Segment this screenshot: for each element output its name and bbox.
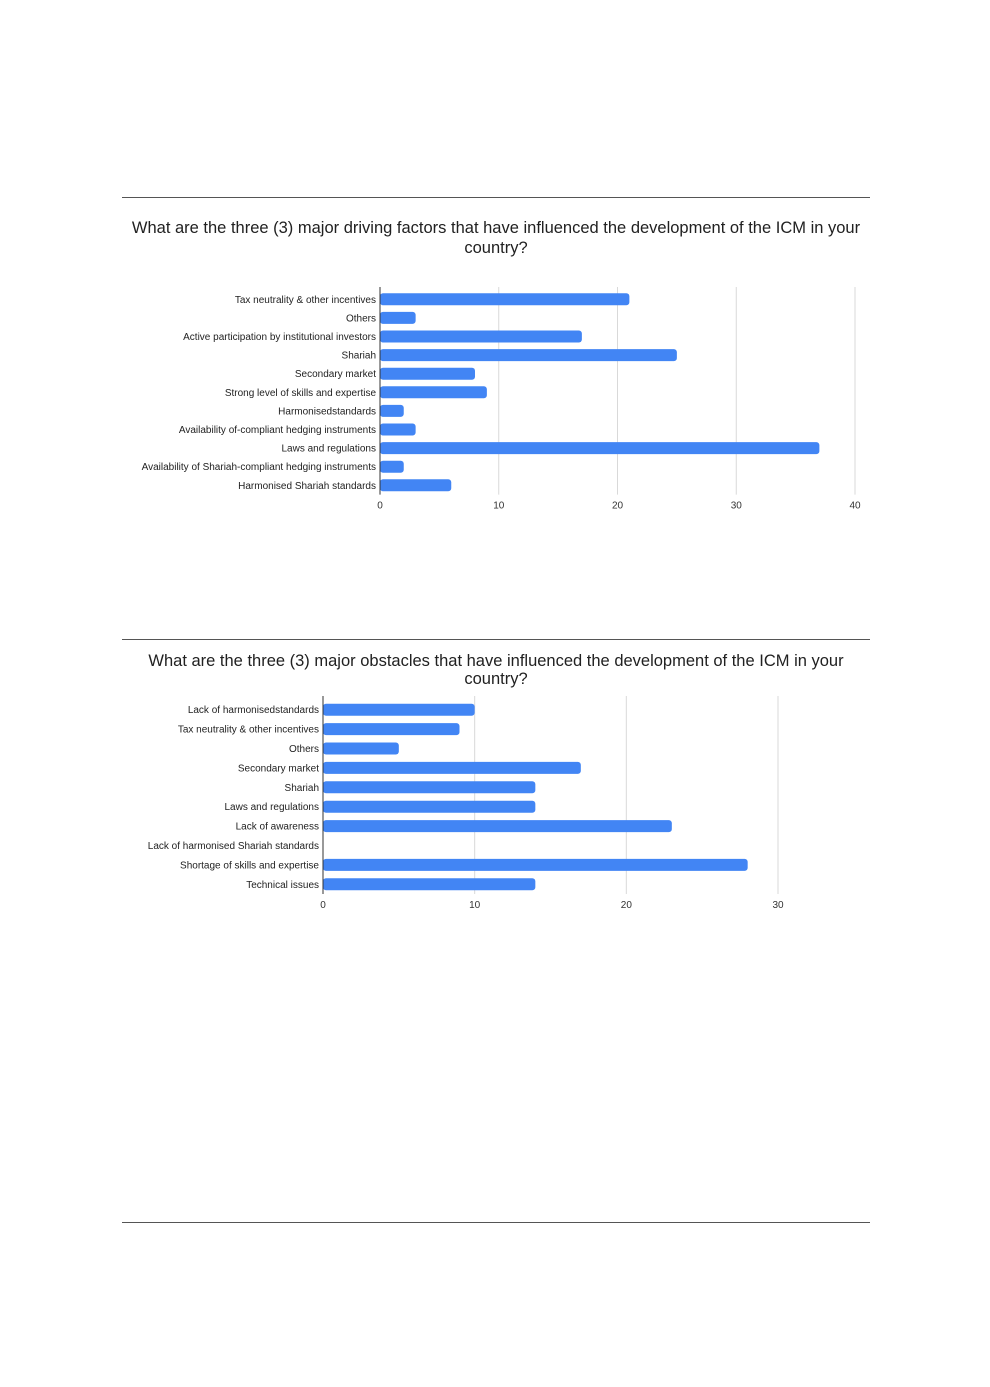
category-label: Strong level of skills and expertise <box>224 387 376 399</box>
category-label: Shortage of skills and expertise <box>180 860 319 872</box>
category-label: Shariah <box>341 350 376 362</box>
chart-title: What are the three (3) major driving factors that have influenced the development of the ICM in your country? <box>131 219 861 257</box>
x-tick-label: 30 <box>730 500 742 512</box>
category-label: Lack of harmonised Shariah standards <box>147 841 319 852</box>
category-label: Secondary market <box>294 369 376 381</box>
category-label: Harmonisedstandards <box>278 406 376 418</box>
category-label: Others <box>345 313 376 325</box>
category-label: Lack of awareness <box>235 821 319 833</box>
bar <box>323 743 399 755</box>
category-label: Availability of Shariah-compliant hedging instruments <box>141 462 376 474</box>
bottom-divider <box>122 1222 870 1223</box>
x-tick-label: 0 <box>320 900 326 911</box>
category-label: Shariah <box>284 782 319 794</box>
x-tick-label: 40 <box>849 500 861 512</box>
bar <box>323 704 475 716</box>
bar <box>323 801 535 813</box>
x-tick-label: 0 <box>377 500 383 512</box>
category-label: Others <box>288 744 319 755</box>
x-tick-label: 30 <box>772 900 784 911</box>
category-label: Laws and regulations <box>281 443 376 455</box>
bar <box>323 781 535 793</box>
bar <box>323 859 748 871</box>
x-tick-label: 20 <box>611 500 624 512</box>
x-tick-label: 20 <box>620 900 632 911</box>
x-tick-label: 10 <box>493 500 505 512</box>
category-label: Lack of harmonisedstandards <box>187 705 319 717</box>
category-label: Tax neutrality & other incentives <box>177 724 319 736</box>
bar <box>323 878 535 890</box>
chart-title: What are the three (3) major obstacles that have influenced the development of the ICM in your country? <box>148 652 844 688</box>
category-label: Tax neutrality & other incentives <box>234 294 376 306</box>
category-label: Harmonised Shariah standards <box>238 480 376 492</box>
category-label: Technical issues <box>246 879 319 891</box>
category-label: Active participation by institutional investors <box>183 332 376 343</box>
bar <box>323 820 672 832</box>
category-label: Availability of-compliant hedging instruments <box>178 425 376 436</box>
x-tick-label: 10 <box>469 900 481 911</box>
category-label: Secondary market <box>237 763 319 775</box>
bar <box>323 762 581 774</box>
bar <box>323 723 460 735</box>
category-label: Laws and regulations <box>224 802 319 814</box>
